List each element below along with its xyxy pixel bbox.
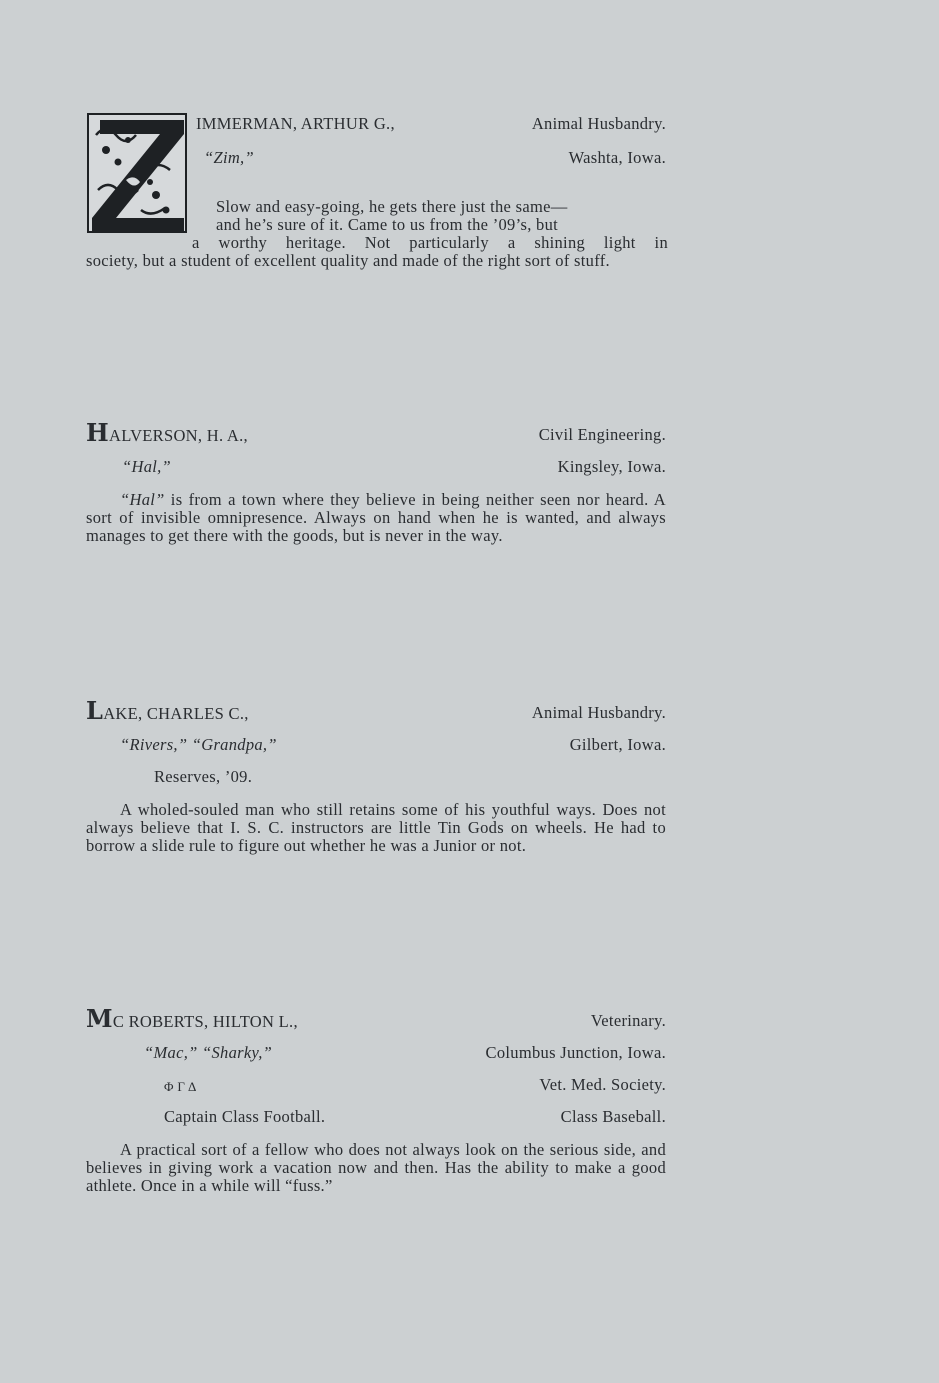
gothic-initial: L bbox=[86, 696, 104, 725]
hometown: Washta, Iowa. bbox=[568, 148, 666, 167]
department: Civil Engineering. bbox=[538, 425, 666, 444]
entry-lake bbox=[86, 696, 666, 855]
nickname: “Zim,” bbox=[204, 148, 254, 167]
hometown: Kingsley, Iowa. bbox=[557, 457, 666, 476]
nickname: “Hal,” bbox=[122, 457, 172, 476]
text-line: Slow and easy-going, he gets there just the same— bbox=[216, 197, 568, 216]
honor-football: Captain Class Football. bbox=[164, 1107, 326, 1126]
text-line: society, but a student of excellent quality and made of the right sort of stuff. bbox=[86, 251, 610, 270]
department: Veterinary. bbox=[590, 1011, 666, 1030]
gothic-initial: H bbox=[86, 418, 109, 447]
text-line: and he’s sure of it. Came to us from the ’09’s, but bbox=[216, 215, 559, 234]
gothic-initial: M bbox=[86, 1004, 113, 1033]
hometown: Columbus Junction, Iowa. bbox=[485, 1043, 666, 1062]
honor-baseball: Class Baseball. bbox=[560, 1107, 666, 1126]
department: Animal Husbandry. bbox=[531, 703, 666, 722]
society: Vet. Med. Society. bbox=[539, 1075, 666, 1094]
student-name: LAKE, CHARLES C., bbox=[86, 696, 249, 725]
hometown: Gilbert, Iowa. bbox=[569, 735, 666, 754]
text-line: a worthy heritage. Not particularly a shining light in bbox=[192, 233, 668, 252]
nickname: “Rivers,” “Grandpa,” bbox=[120, 735, 277, 754]
entry-mcroberts bbox=[86, 1004, 666, 1195]
student-name: IMMERMAN, ARTHUR G., bbox=[196, 114, 395, 133]
fraternity: Φ Γ Δ bbox=[164, 1079, 197, 1094]
reserves-note: Reserves, ’09. bbox=[154, 767, 253, 786]
description: A wholed-souled man who still retains some of his youthful ways. Does not always believe that I. S. C. instructors are little Tin Gods on wheels. He had to borrow a slide rule to figure out whether he was a Junior or not. bbox=[86, 800, 666, 855]
entry-zimmerman bbox=[196, 114, 666, 178]
entry-zimmerman-text bbox=[86, 198, 668, 270]
student-name: MC ROBERTS, HILTON L., bbox=[86, 1004, 298, 1033]
entry-halverson bbox=[86, 418, 666, 545]
description: A practical sort of a fellow who does not always look on the serious side, and believes in giving work a vacation now and then. Has the ability to make a good athlete. Once in a while will “fuss.” bbox=[86, 1140, 666, 1195]
student-name: HALVERSON, H. A., bbox=[86, 418, 248, 447]
nickname: “Mac,” “Sharky,” bbox=[144, 1043, 273, 1062]
description: “Hal” is from a town where they believe in being neither seen nor heard. A sort of invisible omnipresence. Always on hand when he is wanted, and always manages to get there with the goods, but is never in the way. bbox=[86, 490, 666, 545]
department: Animal Husbandry. bbox=[531, 114, 666, 133]
